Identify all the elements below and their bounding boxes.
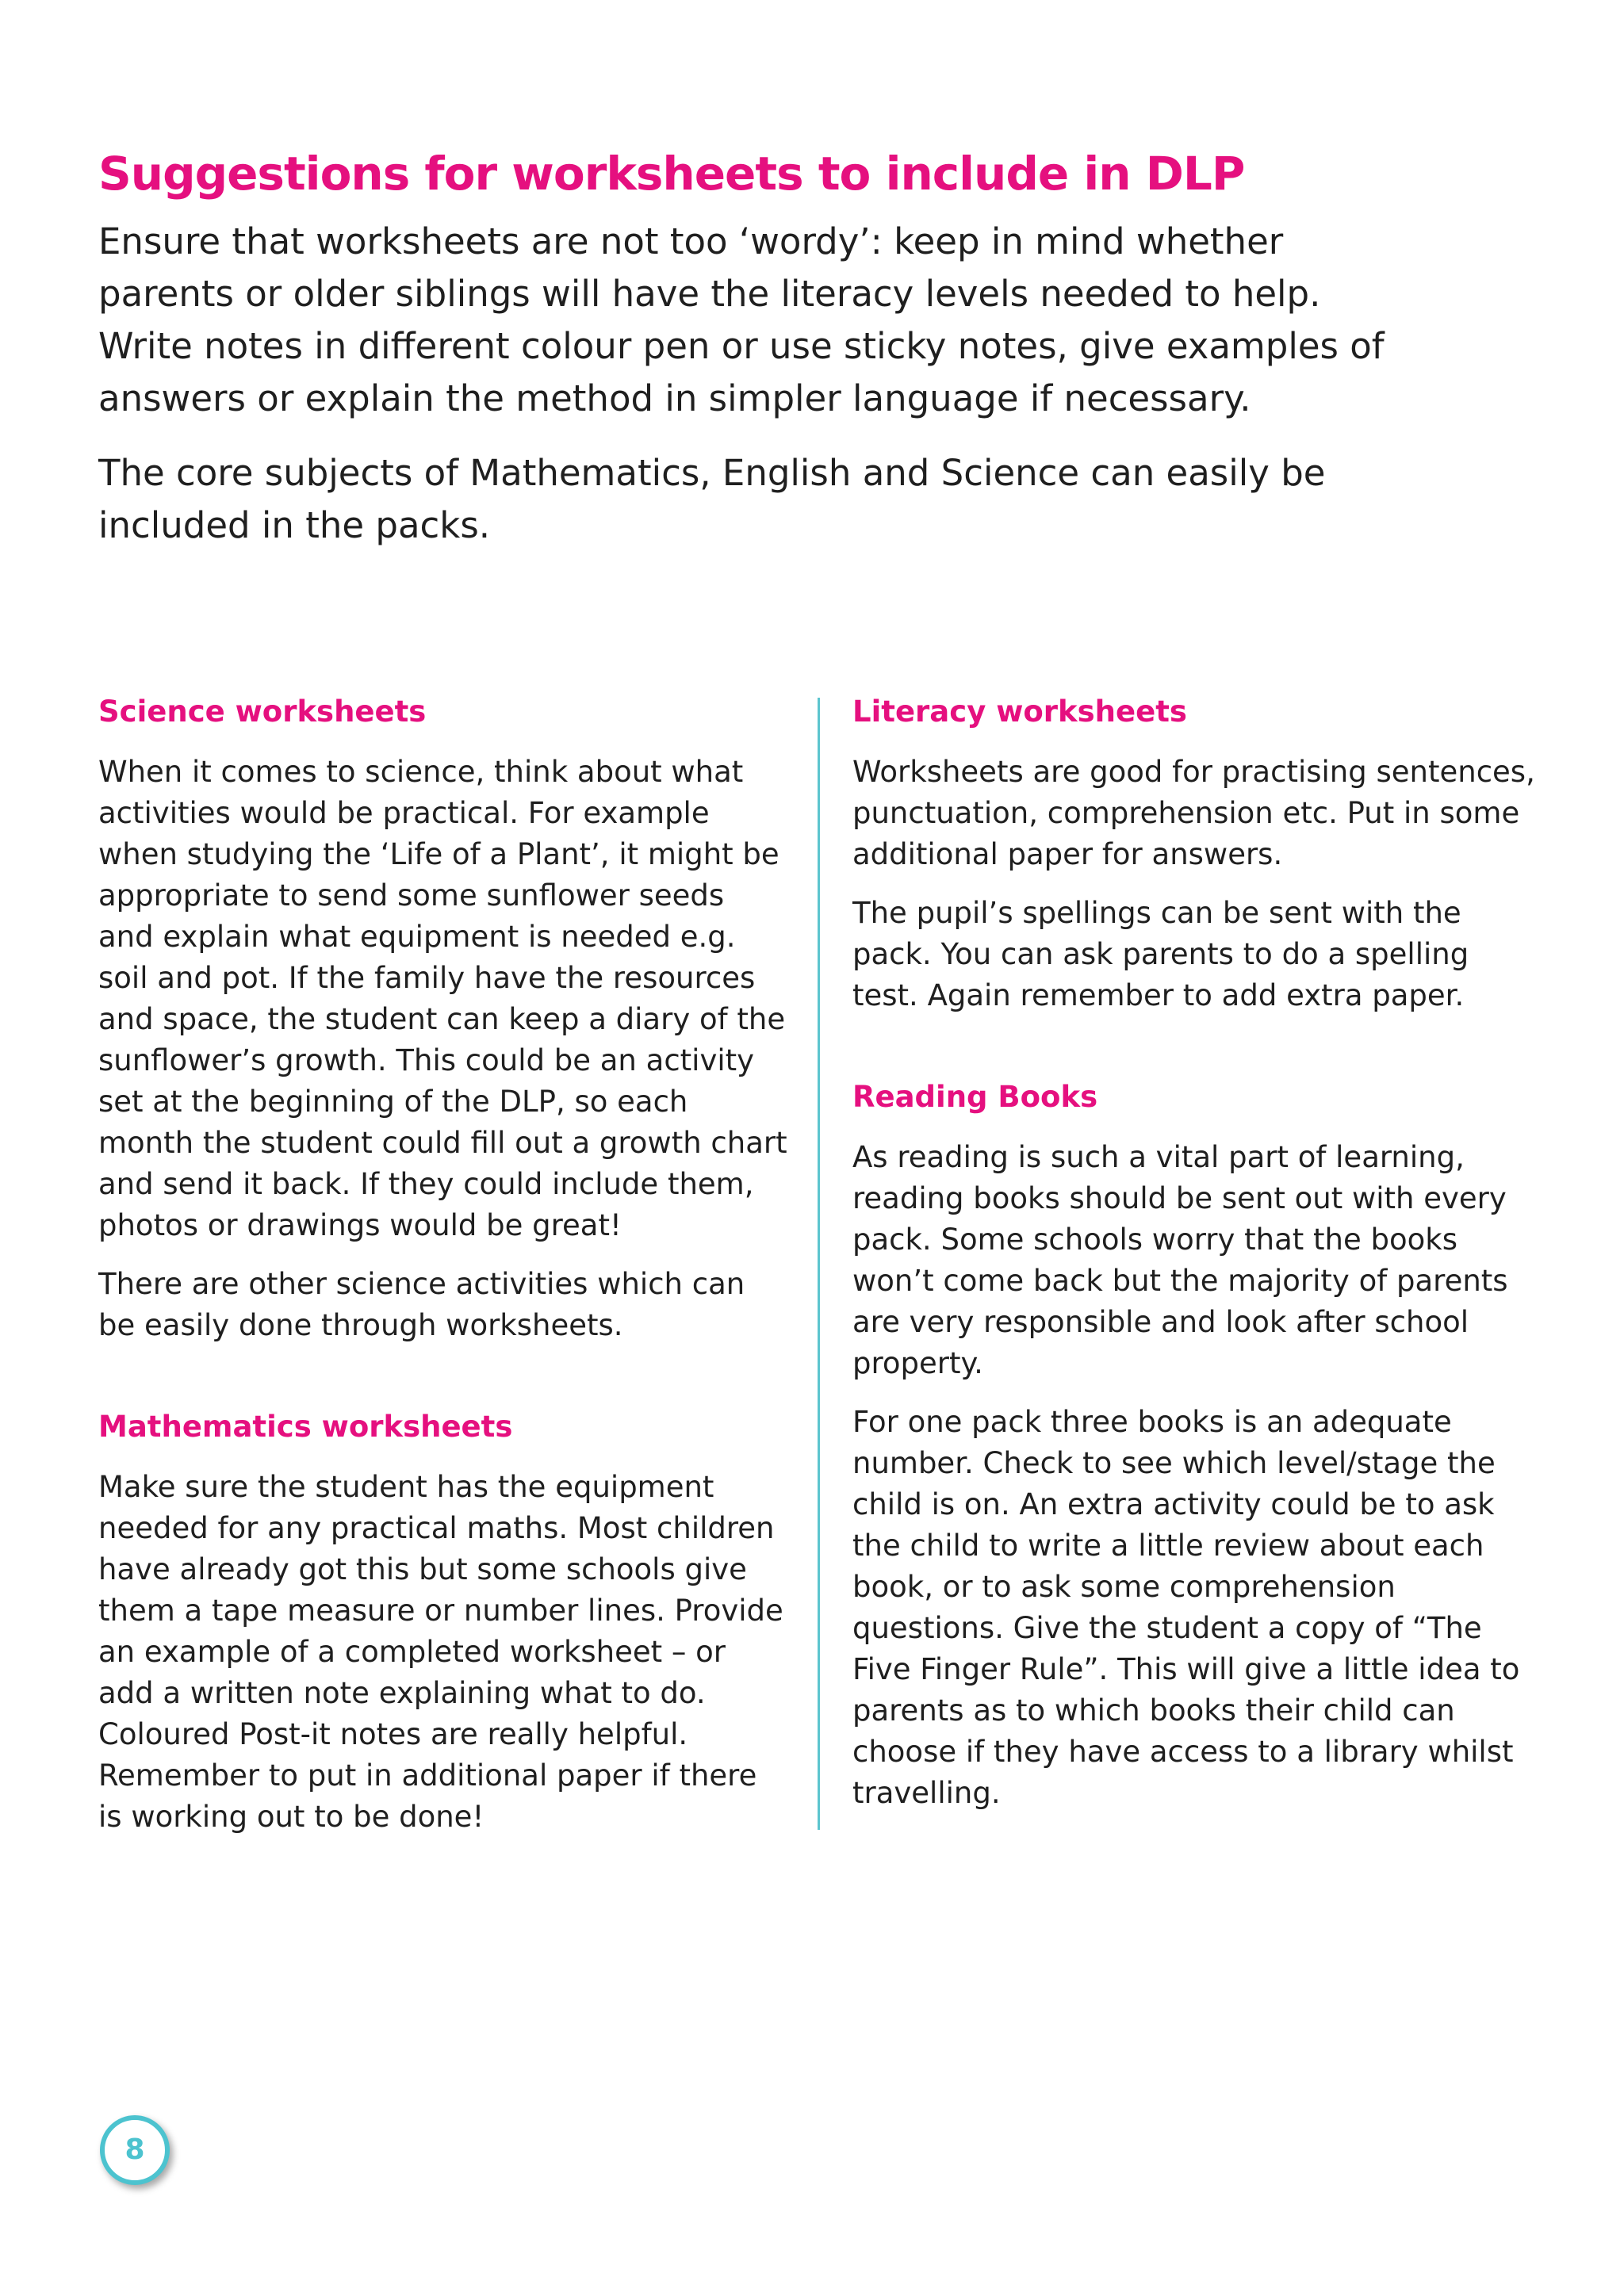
left-column — [98, 688, 788, 1895]
reading-heading: Reading Books — [852, 1080, 1098, 1114]
reading-paragraph: As reading is such a vital part of learning, reading books should be sent out with every pack. Some schools worry that the books won’t come back but the majority of parents are very responsible and look after school property. — [852, 1140, 1508, 1380]
mathematics-section — [98, 1403, 788, 1838]
literacy-heading: Literacy worksheets — [852, 695, 1187, 729]
column-divider — [818, 698, 820, 1830]
right-column — [852, 688, 1542, 1871]
science-heading: Science worksheets — [98, 695, 427, 729]
intro-paragraph: The core subjects of Mathematics, English and Science can easily be included in the packs. — [98, 452, 1326, 546]
science-paragraph: When it comes to science, think about what activities would be practical. For example when studying the ‘Life of a Plant’, it might be appropriate to send some sunflower seeds and explain what equipment is needed e.g. soil and pot. If the family have the resources and space, the student can keep a diary of the sunflower’s growth. This could be an activity set at the beginning of the DLP, so each month the student could fill out a growth chart and send it back. If they could include them, photos or drawings would be great! — [98, 755, 787, 1242]
science-section — [98, 688, 788, 1346]
reading-section — [852, 1073, 1542, 1814]
page-number-badge: 8 — [100, 2115, 170, 2185]
literacy-section — [852, 688, 1542, 1016]
intro-paragraph: Ensure that worksheets are not too ‘wordy’: keep in mind whether parents or older siblings will have the literacy levels needed to help. Write notes in different colour pen or use sticky notes, give examples of answers or explain the method in simpler language if necessary. — [98, 220, 1385, 419]
mathematics-heading: Mathematics worksheets — [98, 1410, 513, 1444]
mathematics-paragraph: Make sure the student has the equipment needed for any practical maths. Most children have already got this but some schools give them a tape measure or number lines. Provide an example of a completed worksheet – or add a written note explaining what to do. Coloured Post-it notes are really helpful. Remember to put in additional paper if there is working out to be done! — [98, 1470, 783, 1834]
literacy-paragraph: The pupil’s spellings can be sent with the pack. You can ask parents to do a spelling test. Again remember to add extra paper. — [852, 896, 1469, 1012]
intro — [98, 216, 1399, 574]
reading-paragraph: For one pack three books is an adequate number. Check to see which level/stage the child is on. An extra activity could be to ask the child to write a little review about each book, or to ask some comprehension questions. Give the student a copy of “The Five Finger Rule”. This will give a little idea to parents as to which books their child can choose if they have access to a library whilst travelling. — [852, 1405, 1520, 1810]
page-title: Suggestions for worksheets to include in DLP — [98, 147, 1245, 201]
literacy-paragraph: Worksheets are good for practising sentences, punctuation, comprehension etc. Put in some additional paper for answers. — [852, 755, 1535, 871]
science-paragraph: There are other science activities which can be easily done through worksheets. — [98, 1267, 745, 1342]
